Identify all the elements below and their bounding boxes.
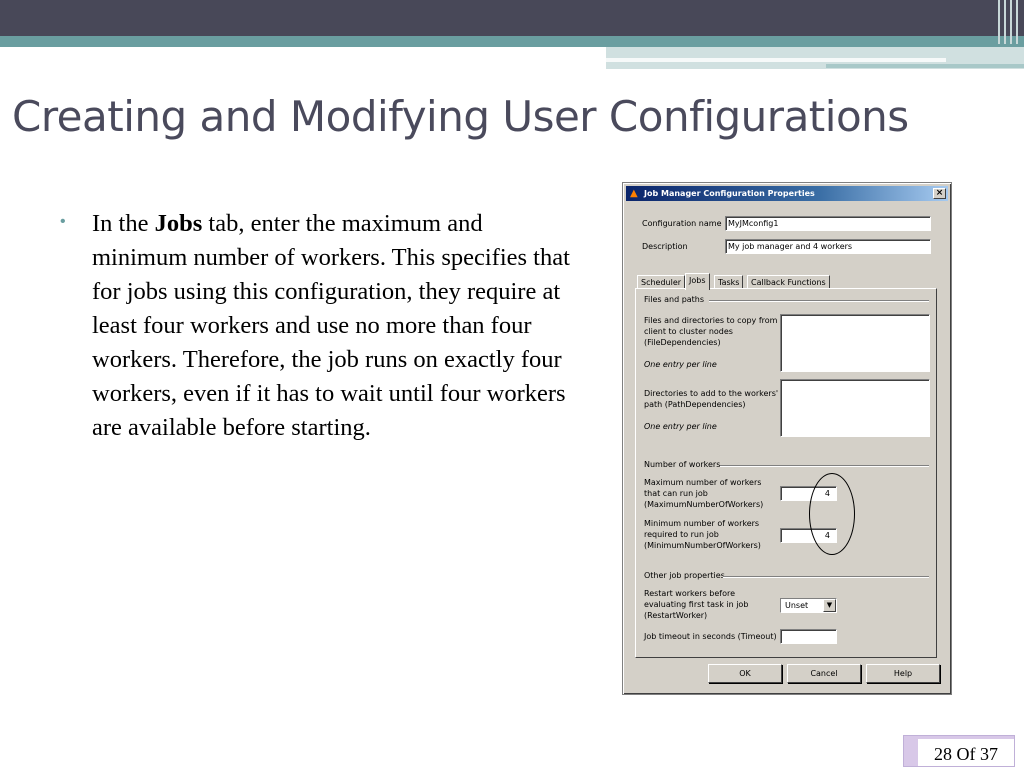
- close-button[interactable]: ×: [933, 188, 946, 199]
- page-current: 28: [934, 744, 952, 764]
- bullet-body: tab, enter the maximum and minimum number of workers. This specifies that for jobs using this configuration, they require at least four workers and use no more than four workers. Therefore, the job runs on exactly four workers, even if it has to wait until four workers are available before starting.: [92, 210, 570, 441]
- timeout-input[interactable]: [780, 629, 837, 644]
- dialog-titlebar: [626, 186, 948, 201]
- ok-button[interactable]: OK: [708, 664, 782, 683]
- path-deps-label-1: Directories to add to the workers': [644, 389, 779, 398]
- path-deps-hint: One entry per line: [644, 422, 717, 431]
- file-deps-label-3: (FileDependencies): [644, 338, 721, 347]
- matlab-icon: ▲: [630, 188, 638, 199]
- dialog-title: Job Manager Configuration Properties: [644, 189, 815, 198]
- description-input[interactable]: My job manager and 4 workers: [725, 239, 931, 254]
- other-group-title: Other job properties: [644, 571, 725, 580]
- bullet-prefix: In the: [92, 210, 155, 237]
- restart-worker-value: Unset: [785, 601, 809, 610]
- file-deps-hint: One entry per line: [644, 360, 717, 369]
- config-name-label: Configuration name: [642, 219, 722, 228]
- tab-jobs[interactable]: Jobs: [685, 273, 710, 290]
- page-number: [903, 735, 1015, 767]
- files-group-title: Files and paths: [644, 295, 705, 304]
- bullet-item: [60, 207, 570, 445]
- highlight-ellipse: [809, 473, 855, 555]
- file-deps-label-2: client to cluster nodes: [644, 327, 733, 336]
- restart-label-2: evaluating first task in job: [644, 600, 749, 609]
- path-deps-label-2: path (PathDependencies): [644, 400, 746, 409]
- group-divider: [709, 300, 929, 302]
- accent-bar: [0, 36, 1024, 47]
- bullet-icon: •: [60, 213, 66, 230]
- page-of: Of: [956, 744, 976, 764]
- group-divider: [723, 576, 929, 578]
- page-number-inner: [918, 739, 1014, 766]
- page-total: 37: [980, 744, 998, 764]
- max-workers-label-1: Maximum number of workers: [644, 478, 762, 487]
- bullet-bold: Jobs: [154, 210, 203, 237]
- chevron-down-icon[interactable]: ▼: [823, 599, 836, 612]
- max-workers-input[interactable]: 4: [780, 486, 837, 501]
- restart-label-1: Restart workers before: [644, 589, 736, 598]
- min-workers-input[interactable]: 4: [780, 528, 837, 543]
- header-bar: [0, 0, 1024, 36]
- config-dialog: [622, 182, 952, 695]
- cancel-button[interactable]: Cancel: [787, 664, 861, 683]
- accent-strip-light: [606, 58, 946, 62]
- tab-callback-functions[interactable]: Callback Functions: [747, 275, 830, 289]
- max-workers-label-2: that can run job: [644, 489, 708, 498]
- min-workers-label-2: required to run job: [644, 530, 719, 539]
- group-divider: [720, 465, 929, 467]
- decorative-lines: [994, 0, 1024, 44]
- config-name-input[interactable]: MyJMconfig1: [725, 216, 931, 231]
- max-workers-label-3: (MaximumNumberOfWorkers): [644, 500, 764, 509]
- workers-group-title: Number of workers: [644, 460, 721, 469]
- min-workers-label-3: (MinimumNumberOfWorkers): [644, 541, 761, 550]
- file-deps-label-1: Files and directories to copy from: [644, 316, 778, 325]
- tab-tasks[interactable]: Tasks: [714, 275, 743, 289]
- timeout-label: Job timeout in seconds (Timeout): [644, 632, 777, 641]
- bullet-text: [92, 207, 570, 445]
- restart-worker-select[interactable]: [780, 598, 837, 613]
- path-dependencies-textarea[interactable]: [780, 379, 930, 437]
- file-dependencies-textarea[interactable]: [780, 314, 930, 372]
- slide-title: Creating and Modifying User Configurations: [12, 92, 909, 141]
- restart-label-3: (RestartWorker): [644, 611, 708, 620]
- accent-strip-lower: [826, 64, 1024, 68]
- tab-scheduler[interactable]: Scheduler: [637, 275, 685, 289]
- help-button[interactable]: Help: [866, 664, 940, 683]
- description-label: Description: [642, 242, 688, 251]
- min-workers-label-1: Minimum number of workers: [644, 519, 760, 528]
